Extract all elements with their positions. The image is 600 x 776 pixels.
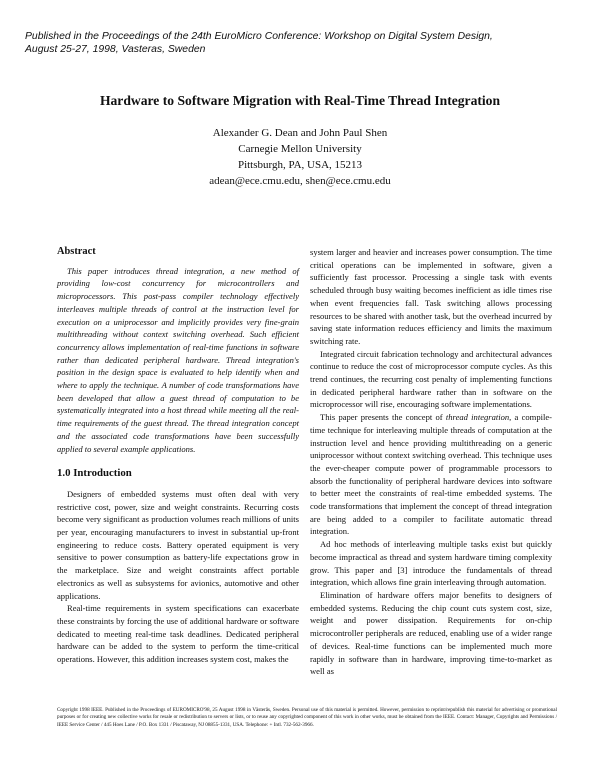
introduction-heading: 1.0 Introduction: [57, 467, 132, 480]
intro-paragraph-5: Ad hoc methods of interleaving multiple tasks exist but quickly become impractical as thread and system hardware timing complexity grow. This paper and [3] introduce the fundamentals of thread integration, which allows fine grain interleaving through automation.: [310, 539, 552, 588]
right-column: [310, 246, 552, 678]
copyright-notice: Copyright 1998 IEEE. Published in the Proceedings of EUROMICRO'98, 25 August 1998 in Västerås, Sweden. Personal use of this material is permitted. However, permission to reprint/republish this material for advertising or promotional purposes or for creating new collective works for resale or redistribution to servers or lists, or to reuse any copyrighted component of this work in other works, must be obtained from the IEEE. Contact: Manager, Copyrights and Permissions / IEEE Service Center / 445 Hoes Lane / P.O. Box 1331 / Piscataway, NJ 08855-1331, USA. Telephone: + Intl. 732-562-3966.: [57, 707, 557, 728]
intro-paragraph-2: Real-time requirements in system specifications can exacerbate these constraints by forcing the use of additional hardware or software dedicated to meeting real-time task deadlines. Dedicated peripheral hardware can be added to the system to perform the time-critical operations. However, this addition increases system cost, makes the: [57, 603, 299, 665]
intro-paragraph-2-continued: system larger and heavier and increases power consumption. The time critical operations can be implemented in software, given a sufficiently fast processor. Processing a single task with events scheduled through busy waiting becomes inefficient as idle times rise when event frequencies fall. Task switching allows processing resources to be shared with another task, but the overhead incurred by saving state information reduces efficiency and limits the maximum switching rate.: [310, 247, 552, 346]
author-names: Alexander G. Dean and John Paul Shen: [212, 127, 388, 139]
author-block: [0, 125, 600, 189]
paper-title: Hardware to Software Migration with Real-Time Thread Integration: [99, 93, 501, 108]
abstract-text: This paper introduces thread integration, a new method of providing low-cost concurrency for microcontrollers and microprocessors. This post-pass compiler technology effectively interleaves multiple threads of control at the instruction level for execution on a uniprocessor and implicitly provides very fine-grain multithreading without context switching overhead. Such efficient concurrency allows implementation of real-time functions in software rather than dedicated peripheral hardware. Thread integration's position in the design space is evaluated to help identify when and where to apply the technique. A number of code transformations have been developed that allow a guest thread of computation to be systematically integrated into a host thread while meeting all the real-time requirements of the guest thread. The thread integration concept and the associated code transformations have been successfully applied to several example applications.: [57, 265, 299, 454]
publication-note-line-2: August 25-27, 1998, Vasteras, Sweden: [25, 44, 206, 55]
author-emails: adean@ece.cmu.edu, shen@ece.cmu.edu: [209, 175, 391, 187]
p4-text-before: This paper presents the concept of: [320, 412, 446, 423]
intro-paragraph-6: Elimination of hardware offers major benefits to designers of embedded systems. Reducing the chip count cuts system cost, size, weight and power dissipation. Requirements for on-chip microcontroller peripherals are reduced, enabling use of a wider range of devices. Real-time functions can be implemented much more rapidly in software than in hardware, improving time-to-market as well as: [310, 589, 552, 677]
thread-integration-term: thread integration: [445, 412, 510, 423]
left-column: [57, 246, 299, 666]
publication-note: [25, 30, 585, 56]
location: Pittsburgh, PA, USA, 15213: [237, 159, 363, 171]
p4-text-after: , a compile-time technique for interleaving multiple threads of computation at the instruction level and hence providing multithreading on a generic uniprocessor without context switching overhead. This technique uses the ever-cheaper compute power of programmable processors to absorb the functionality of peripheral hardware devices into software to better meet the constraints of real-time embedded systems. The code transformations that implement the concept of thread integration are being added to a compiler to facilitate automatic thread integration.: [310, 412, 552, 537]
abstract-section: [57, 246, 299, 455]
abstract-heading: Abstract: [57, 246, 96, 257]
intro-paragraph-3: Integrated circuit fabrication technology and architectural advances continue to reduce the cost of microprocessor compute cycles. As this trend continues, the recurring cost penalty of implementing functions in dedicated peripheral hardware rather than in software on the microprocessor will rise, encouraging software implementations.: [310, 348, 552, 410]
intro-paragraph-1: Designers of embedded systems must often deal with very restrictive cost, power, size and weight constraints. Recurring costs become very significant as production volumes reach millions of units per year, encouraging manufacturers to invest in substantial up-front engineering to reduce costs. Battery operated equipment is very sensitive to power consumption as battery-life expectations grow in the marketplace. Size and weight constraints affect portable electronics as well as subsystems for avionics, automotive and other applications.: [57, 488, 299, 601]
publication-note-line-1: Published in the Proceedings of the 24th EuroMicro Conference: Workshop on Digital System Design,: [25, 31, 493, 42]
affiliation: Carnegie Mellon University: [238, 143, 362, 155]
intro-paragraph-4: [310, 411, 552, 538]
